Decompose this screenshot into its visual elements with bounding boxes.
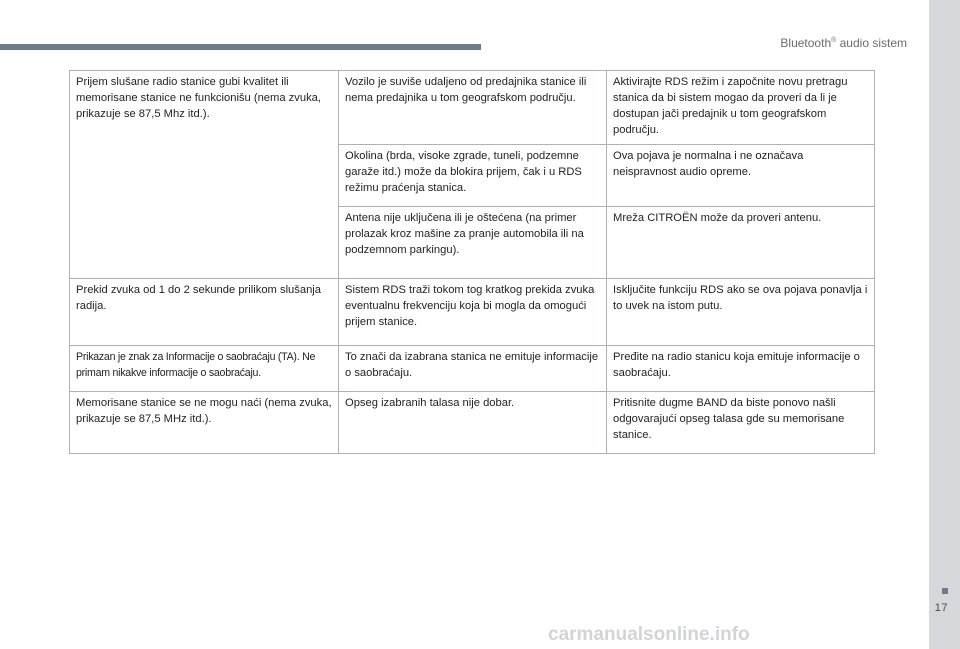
problem-cell: Prikazan je znak za Informacije o saobraćaju (TA). Ne primam nikakve informacije o saobraćaju. (70, 346, 339, 392)
table-row (70, 71, 875, 145)
page-number: 17 (934, 602, 948, 614)
registered-mark: ® (831, 37, 837, 44)
solution-cell: Aktivirajte RDS režim i započnite novu pretragu stanica da bi sistem mogao da proveri da li je dostupan jači predajnik u tom geografskom području. (607, 71, 875, 145)
solution-cell: Pritisnite dugme BAND da biste ponovo našli odgovarajući opseg talasa gde su memorisane stanice. (607, 392, 875, 454)
cause-cell: Okolina (brda, visoke zgrade, tuneli, podzemne garaže itd.) može da blokira prijem, čak i u RDS režimu praćenja stanica. (339, 145, 607, 207)
solution-cell: Mreža CITROËN može da proveri antenu. (607, 207, 875, 279)
problem-cell: Prekid zvuka od 1 do 2 sekunde prilikom slušanja radija. (70, 279, 339, 346)
cause-cell: Vozilo je suviše udaljeno od predajnika stanice ili nema predajnika u tom geografskom području. (339, 71, 607, 145)
page-marker-icon (942, 588, 948, 594)
cause-cell: To znači da izabrana stanica ne emituje informacije o saobraćaju. (339, 346, 607, 392)
watermark: carmanualsonline.info (548, 624, 750, 645)
table-row (70, 346, 875, 392)
solution-cell: Ova pojava je normalna i ne označava neispravnost audio opreme. (607, 145, 875, 207)
cause-cell: Opseg izabranih talasa nije dobar. (339, 392, 607, 454)
table-row (70, 279, 875, 346)
problem-cell: Prijem slušane radio stanice gubi kvalitet ili memorisane stanice ne funkcionišu (nema zvuka, prikazuje se 87,5 Mhz itd.). (70, 71, 339, 279)
solution-cell: Isključite funkciju RDS ako se ova pojava ponavlja i to uvek na istom putu. (607, 279, 875, 346)
troubleshooting-table (69, 70, 875, 454)
section-title: Bluetooth® audio sistem (780, 36, 907, 50)
solution-cell: Pređite na radio stanicu koja emituje informacije o saobraćaju. (607, 346, 875, 392)
header-accent-bar (0, 44, 481, 50)
problem-cell: Memorisane stanice se ne mogu naći (nema zvuka, prikazuje se 87,5 MHz itd.). (70, 392, 339, 454)
cause-cell: Antena nije uključena ili je oštećena (na primer prolazak kroz mašine za pranje automobila ili na podzemnom parkingu). (339, 207, 607, 279)
table-row (70, 392, 875, 454)
page-side-tab (929, 0, 960, 649)
cause-cell: Sistem RDS traži tokom tog kratkog prekida zvuka eventualnu frekvenciju koja bi mogla da omogući prijem stanice. (339, 279, 607, 346)
